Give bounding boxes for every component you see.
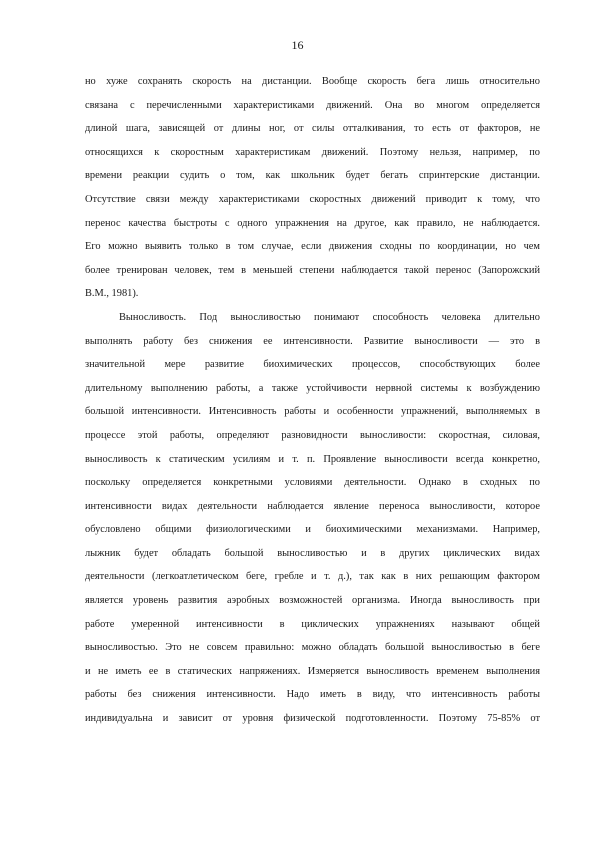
text-line: работы без снижения интенсивности. Надо иметь в виду, что интенсивность работы xyxy=(85,689,540,701)
text-line: значительной мере развитие биохимических процессов, способствующих более xyxy=(85,359,540,371)
text-line: Отсутствие связи между характеристиками скоростных движений приводит к тому, что xyxy=(85,193,540,205)
text-line: связана с перечисленными характеристиками движений. Она во многом определяется xyxy=(85,99,540,111)
text-line: выносливость к статическим усилиям и т. п. Проявление выносливости всегда конкретно, xyxy=(85,453,540,465)
text-line: В.М., 1981). xyxy=(85,288,139,300)
text-line: лыжник будет обладать большой выносливостью и в других циклических видах xyxy=(85,547,540,559)
text-line: большой интенсивности. Интенсивность работы и особенности упражнений, выполняемых в xyxy=(85,406,540,418)
text-line: времени реакции судить о том, как школьник будет бегать спринтерские дистанции. xyxy=(85,170,540,182)
text-line: обусловлено общими физиологическими и биохимическими механизмами. Например, xyxy=(85,524,540,536)
text-line: поскольку определяется конкретными условиями деятельности. Однако в сходных по xyxy=(85,477,540,489)
text-line: выносливостью. Это не совсем правильно: можно обладать большой выносливостью в беге xyxy=(85,642,540,654)
text-line: Его можно выявить только в том случае, если движения сходны по координации, но чем xyxy=(85,241,540,253)
text-line: длиной шага, зависящей от длины ног, от силы отталкивания, то есть от факторов, не xyxy=(85,123,540,135)
text-line: перенос качества быстроты с одного упражнения на другое, как правило, не наблюдается. xyxy=(85,217,540,229)
text-line: интенсивности видах деятельности наблюдается явление переноса выносливости, которое xyxy=(85,500,540,512)
text-line: длительному выполнению работы, а также устойчивости нервной системы к возбуждению xyxy=(85,382,540,394)
text-line: и не иметь ее в статических напряжениях. Измеряется выносливость временем выполнения xyxy=(85,665,540,677)
body-text xyxy=(85,70,540,731)
text-line: выполнять работу без снижения ее интенсивности. Развитие выносливости — это в xyxy=(85,335,540,347)
text-line: относящихся к скоростным характеристикам движений. Поэтому нельзя, например, по xyxy=(85,146,540,158)
text-line: является уровень развития аэробных возможностей организма. Иногда выносливость при xyxy=(85,595,540,607)
paragraph-start-line: Выносливость. Под выносливостью понимают способность человека длительно xyxy=(119,311,540,323)
page-number: 16 xyxy=(291,38,304,52)
text-line: индивидуальна и зависит от уровня физической подготовленности. Поэтому 75-85% от xyxy=(85,713,540,725)
text-line: но хуже сохранять скорость на дистанции. Вообще скорость бега лишь относительно xyxy=(85,76,540,87)
text-line: более тренирован человек, тем в меньшей степени наблюдается такой перенос (Запорожский xyxy=(85,264,540,276)
text-line: процессе этой работы, определяют разновидности выносливости: скоростная, силовая, xyxy=(85,429,540,441)
text-line: работе умеренной интенсивности в циклических упражнениях называют общей xyxy=(85,618,540,630)
text-line: деятельности (легкоатлетическом беге, гребле и т. д.), так как в них решающим фактором xyxy=(85,571,540,583)
